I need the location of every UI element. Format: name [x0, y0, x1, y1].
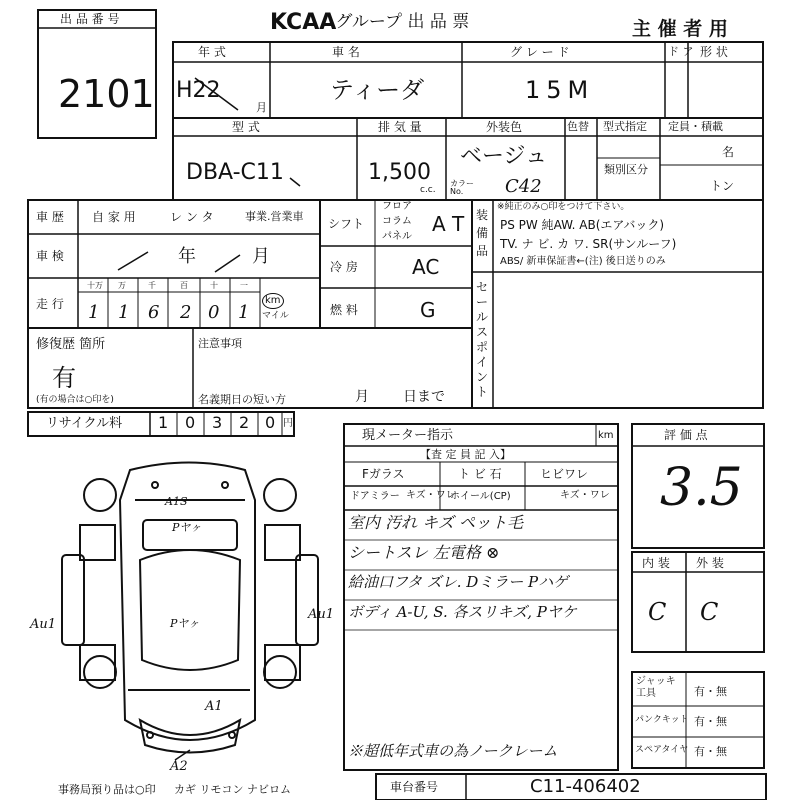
crack-label: ヒビワレ: [540, 467, 589, 481]
inspector-section: 【査 定 員 記 入】: [420, 448, 511, 461]
inspector-note: シートスレ 左電格 ⊗: [348, 543, 500, 562]
jack-yesno: 有・無: [694, 685, 727, 698]
meter-label: 現メーター指示: [362, 428, 454, 443]
year-month-unit: 月: [256, 101, 267, 114]
year-value: H22: [176, 78, 221, 103]
model-value: DBA-C11: [186, 160, 284, 185]
ton-unit: トン: [710, 179, 735, 193]
class-label: 類別区分: [604, 163, 648, 176]
spare-yesno: 有・無: [694, 745, 727, 758]
inspector-note: 室内 汚れ キズ ペット毛: [348, 513, 523, 532]
repair-value: 有: [52, 364, 76, 392]
disp-label: 排 気 量: [378, 120, 422, 134]
history-label: 車 歴: [36, 210, 64, 224]
expiry-month: 月: [355, 389, 369, 405]
caution-label: 注意事項: [198, 337, 242, 350]
color-value: ベージュ: [460, 144, 548, 169]
inspection-label: 車 検: [36, 249, 64, 263]
organizer-label: 主 催 者 用: [632, 18, 728, 40]
interior-label: 内 装: [642, 556, 670, 570]
digit-label: 百: [180, 281, 188, 290]
history-business: 事業.営業車: [245, 210, 304, 223]
expiry-label: 名義期日の短い方: [198, 393, 286, 406]
color-no-label: 色替: [567, 120, 589, 133]
history-private: 自 家 用: [92, 210, 136, 224]
score-label: 評 価 点: [664, 428, 708, 442]
equipment-line3: ABS/ 新車保証書←(注) 後日送りのみ: [500, 256, 666, 267]
door-mirror-opts: キズ・ワレ: [406, 490, 456, 501]
title-rest: .グループ 出 品 票: [330, 12, 470, 32]
diagram-mark-left: Au1: [30, 617, 57, 632]
diagram-mark-rear: A1: [205, 699, 223, 714]
stone-label: ト ビ 石: [458, 467, 502, 481]
color-no-value: C42: [505, 176, 542, 197]
recycle-label: リサイクル料: [46, 416, 123, 431]
km-unit: km: [262, 293, 284, 309]
exhibit-no-label: 出 品 番 号: [60, 12, 120, 26]
title-brand: KCAA: [270, 10, 337, 35]
disp-value: 1,500: [368, 160, 431, 185]
inspection-year-unit: 年: [178, 246, 196, 267]
color-label: 外装色: [486, 120, 523, 134]
fuel-value: G: [420, 298, 436, 322]
spare-label: スペアタイヤ: [635, 745, 689, 755]
shift-column: コラム: [382, 216, 412, 227]
shift-value: A T: [432, 212, 465, 236]
office-label: 事務局預り品は○印: [58, 783, 156, 796]
inspection-month-unit: 月: [252, 246, 270, 267]
car-diagram: [62, 463, 318, 753]
equipment-label: 装備品: [476, 208, 489, 258]
recycle-digit: 1: [158, 413, 169, 432]
digit-label: 千: [148, 281, 156, 290]
make-value: ティーダ: [330, 76, 425, 104]
jack-label: ジャッキ工具: [636, 676, 676, 699]
chassis-label: 車台番号: [390, 780, 439, 794]
digit-label: 十: [210, 281, 218, 290]
color-no-small: カラー No.: [450, 179, 474, 196]
type-spec-label: 型式指定: [603, 120, 647, 133]
puncture-yesno: 有・無: [694, 715, 727, 728]
mileage-label: 走 行: [36, 297, 64, 311]
model-label: 型 式: [232, 120, 260, 134]
mileage-digit: 1: [118, 302, 130, 323]
equipment-line1: PS PW 純AW. AB(エアバック): [500, 218, 665, 232]
mileage-digit: 1: [88, 302, 100, 323]
capacity-label: 定員・積載: [668, 120, 723, 133]
year-label: 年 式: [198, 45, 226, 59]
glass-label: Fガラス: [362, 467, 405, 481]
recycle-digit: 0: [185, 413, 196, 432]
digit-label: 万: [118, 281, 126, 290]
inspector-note: ※超低年式車の為ノークレーム: [348, 742, 558, 760]
mile-unit: マイル: [262, 311, 289, 321]
digit-label: 十万: [87, 281, 103, 290]
inspector-note: 給油口フタ ズレ. Dミラー Pハゲ: [348, 573, 569, 591]
wheel-label: ホイール(CP): [450, 491, 511, 502]
body-label: 形 状: [700, 45, 728, 59]
ac-value: AC: [412, 255, 440, 279]
mileage-digit: 0: [208, 302, 220, 323]
puncture-label: パンクキット: [635, 715, 689, 725]
inspector-note: ボディ A-U, S. 各スリキズ, Pヤケ: [348, 603, 577, 621]
diagram-mark-rear2: A2: [170, 759, 188, 774]
grade-value: 15M: [525, 76, 595, 104]
equipment-line2: TV. ナ ビ. カ ワ. SR(サンルーフ): [500, 237, 677, 251]
mileage-digit: 6: [148, 302, 160, 323]
diagram-mark-right: Au1: [308, 607, 335, 622]
recycle-digit: 2: [239, 413, 250, 432]
repair-label: 修復歴 箇所: [36, 337, 106, 352]
door-label: ド ア: [668, 45, 694, 58]
expiry-day: 日まで: [403, 389, 445, 405]
diagram-mark-p-roof: Pヤヶ: [170, 617, 200, 630]
equipment-note: ※純正のみ○印をつけて下さい。: [497, 202, 630, 212]
sales-point-label: セールスポイント: [476, 280, 489, 399]
score-value: 3.5: [660, 458, 743, 518]
cc-unit: c.c.: [420, 185, 436, 195]
meter-unit: km: [598, 430, 614, 441]
exterior-score: C: [700, 598, 719, 626]
shift-panel: パネル: [382, 231, 412, 242]
chassis-value: C11-406402: [530, 776, 641, 797]
make-label: 車 名: [332, 45, 360, 59]
mileage-digit: 2: [180, 302, 192, 323]
fuel-label: 燃 料: [330, 303, 358, 317]
ac-label: 冷 房: [330, 260, 358, 274]
shift-floor: フロア: [382, 201, 412, 212]
history-rental: レ ン タ: [170, 210, 214, 224]
office-items: カギ リモコン ナビロム: [174, 783, 291, 796]
diagram-mark-front: A1S: [165, 495, 188, 508]
exhibit-no: 2101: [58, 72, 155, 116]
door-mirror-label: ドアミラー: [350, 491, 400, 502]
person-unit: 名: [722, 145, 735, 159]
interior-score: C: [648, 598, 667, 626]
digit-label: 一: [240, 281, 248, 290]
mileage-digit: 1: [238, 302, 250, 323]
wheel-opts: キズ・ワレ: [560, 490, 610, 501]
recycle-unit: 円: [283, 418, 293, 429]
shift-label: シフト: [328, 217, 365, 231]
recycle-digit: 3: [212, 413, 223, 432]
repair-note: (有の場合は○印を): [36, 395, 114, 405]
exterior-label: 外 装: [696, 556, 724, 570]
diagram-mark-p-front: Pヤヶ: [172, 521, 202, 534]
recycle-digit: 0: [265, 413, 276, 432]
grade-label: グ レ ー ド: [510, 45, 570, 59]
